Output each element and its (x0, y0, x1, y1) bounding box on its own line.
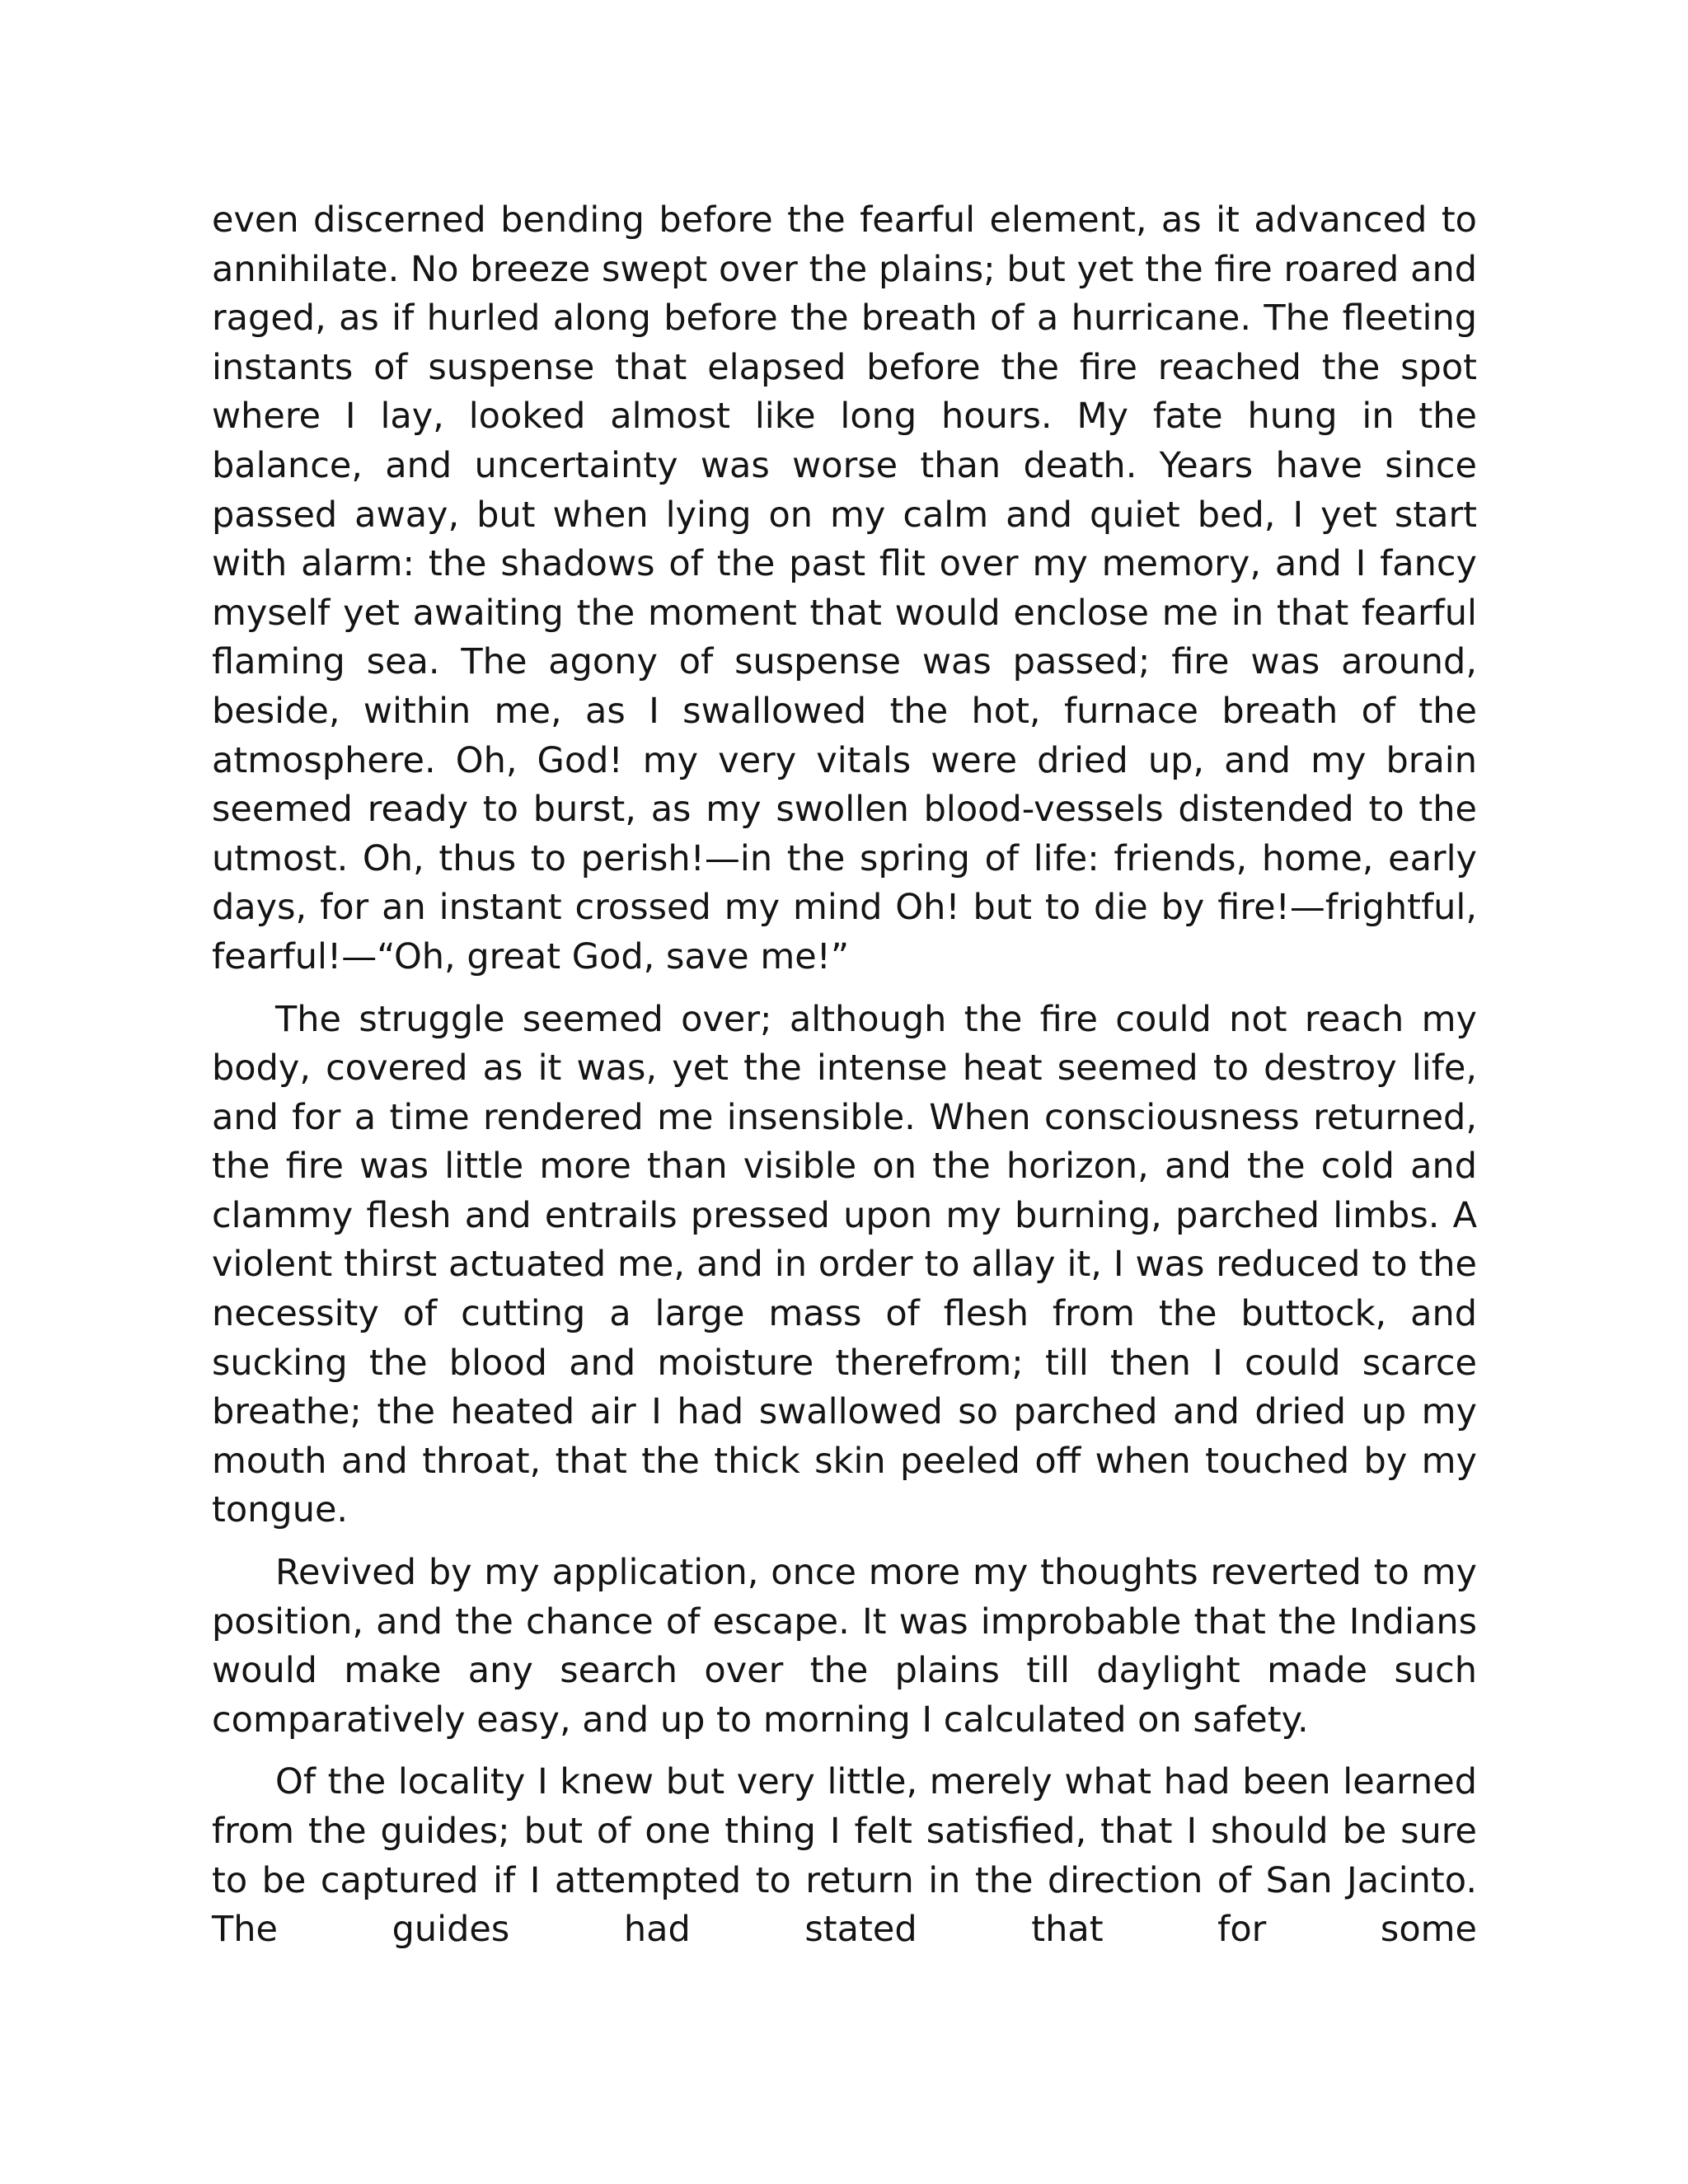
paragraph-3: Revived by my application, once more my thoughts reverted to my position, and the chance of escape. It was improbable that the Indians would make any search over the plains till daylight made such comparatively easy, and up to morning I calculated on safety. (212, 1552, 1477, 1741)
paragraph-4: Of the locality I knew but very little, merely what had been learned from the guides; but of one thing I felt satisfied, that I should be sure to be captured if I attempted to return in the direction of San Jacinto. The guides had stated that for some (212, 1761, 1477, 1951)
paragraph-1: even discerned bending before the fearful element, as it advanced to annihilate. No breeze swept over the plains; but yet the fire roared and raged, as if hurled along before the breath of a hurricane. The fleeting instants of suspense that elapsed before the fire reached the spot where I lay, looked almost like long hours. My fate hung in the balance, and uncertainty was worse than death. Years have since passed away, but when lying on my calm and quiet bed, I yet start with alarm: the shadows of the past flit over my memory, and I fancy myself yet awaiting the moment that would enclose me in that fearful flaming sea. The agony of suspense was passed; fire was around, beside, within me, as I swallowed the hot, furnace breath of the atmosphere. Oh, God! my very vitals were dried up, and my brain seemed ready to burst, as my swollen blood-vessels distended to the utmost. Oh, thus to perish!—in the spring of life: friends, home, early days, for an instant crossed my mind Oh! but to die by fire!—frightful, fearful!—“Oh, great God, save me!” (212, 199, 1477, 977)
paragraph-2: The struggle seemed over; although the fire could not reach my body, covered as it was, yet the intense heat seemed to destroy life, and for a time rendered me insensible. When consciousness returned, the fire was little more than visible on the horizon, and the cold and clammy flesh and entrails pressed upon my burning, parched limbs. A violent thirst actuated me, and in order to allay it, I was reduced to the necessity of cutting a large mass of flesh from the buttock, and sucking the blood and moisture therefrom; till then I could scarce breathe; the heated air I had swallowed so parched and dried up my mouth and throat, that the thick skin peeled off when touched by my tongue. (212, 998, 1477, 1531)
page-body-text (212, 196, 1477, 1968)
